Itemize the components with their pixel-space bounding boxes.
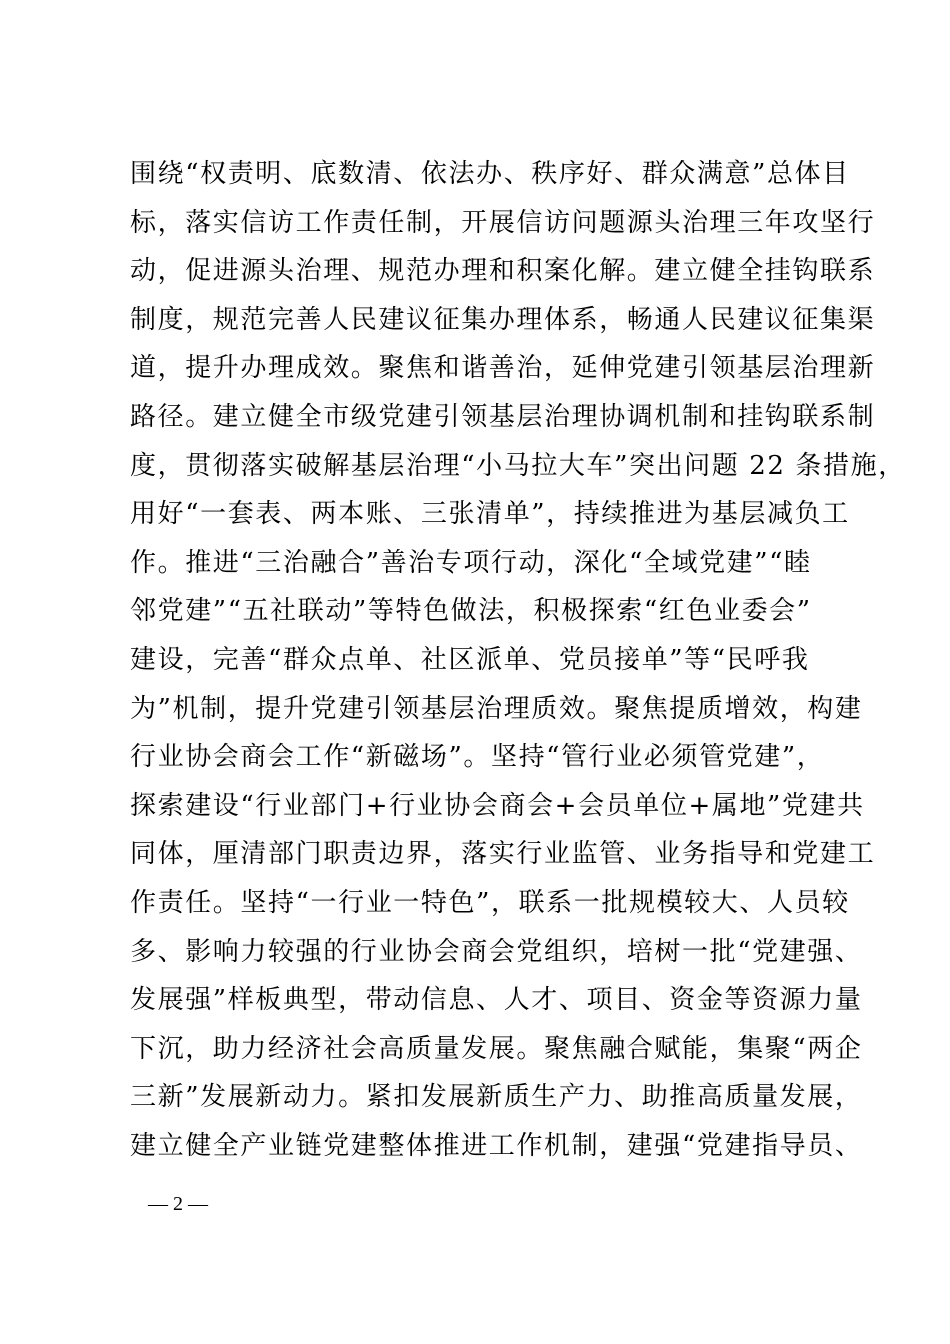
text-line: 作。推进“三治融合”善治专项行动，深化“全域党建”“睦 [130, 547, 812, 578]
text-line: 制度，规范完善人民建议征集办理体系，畅通人民建议征集渠 [130, 304, 876, 335]
text-line: 围绕“权责明、底数清、依法办、秩序好、群众满意”总体目 [130, 159, 850, 189]
text-line: 度，贯彻落实破解基层治理“小马拉大车”突出问题 22 条措施， [130, 450, 906, 481]
text-line: 建设，完善“群众点单、社区派单、党员接单”等“民呼我 [130, 644, 810, 675]
text-line: 探索建设“行业部门+行业协会商会+会员单位+属地”党建共 [130, 790, 865, 821]
text-line: 标，落实信访工作责任制，开展信访问题源头治理三年攻坚行 [130, 207, 876, 238]
text-line: 多、影响力较强的行业协会商会党组织，培树一批“党建强、 [130, 936, 863, 967]
text-line: 三新”发展新动力。紧扣发展新质生产力、助推高质量发展， [130, 1082, 863, 1113]
text-line: 为”机制，提升党建引领基层治理质效。聚焦提质增效，构建 [130, 693, 863, 724]
text-line: 动，促进源头治理、规范办理和积案化解。建立健全挂钩联系 [130, 256, 876, 287]
text-line: 邻党建”“五社联动”等特色做法，积极探索“红色业委会” [130, 596, 812, 627]
text-line: 道，提升办理成效。聚焦和谐善治，延伸党建引领基层治理新 [130, 353, 876, 384]
text-line: 作责任。坚持“一行业一特色”，联系一批规模较大、人员较 [130, 887, 850, 918]
text-line: 下沉，助力经济社会高质量发展。聚焦融合赋能，集聚“两企 [130, 1033, 863, 1064]
text-line: 同体，厘清部门职责边界，落实行业监管、业务指导和党建工 [130, 839, 876, 870]
page-number: — 2 — [148, 1193, 208, 1215]
text-line: 路径。建立健全市级党建引领基层治理协调机制和挂钩联系制 [130, 401, 876, 432]
text-line: 用好“一套表、两本账、三张清单”，持续推进为基层减负工 [130, 499, 850, 530]
body-paragraph [130, 150, 906, 1170]
text-line: 建立健全产业链党建整体推进工作机制，建强“党建指导员、 [130, 1130, 863, 1161]
text-line: 行业协会商会工作“新磁场”。坚持“管行业必须管党建”， [130, 742, 825, 773]
text-line: 发展强”样板典型，带动信息、人才、项目、资金等资源力量 [130, 985, 863, 1016]
